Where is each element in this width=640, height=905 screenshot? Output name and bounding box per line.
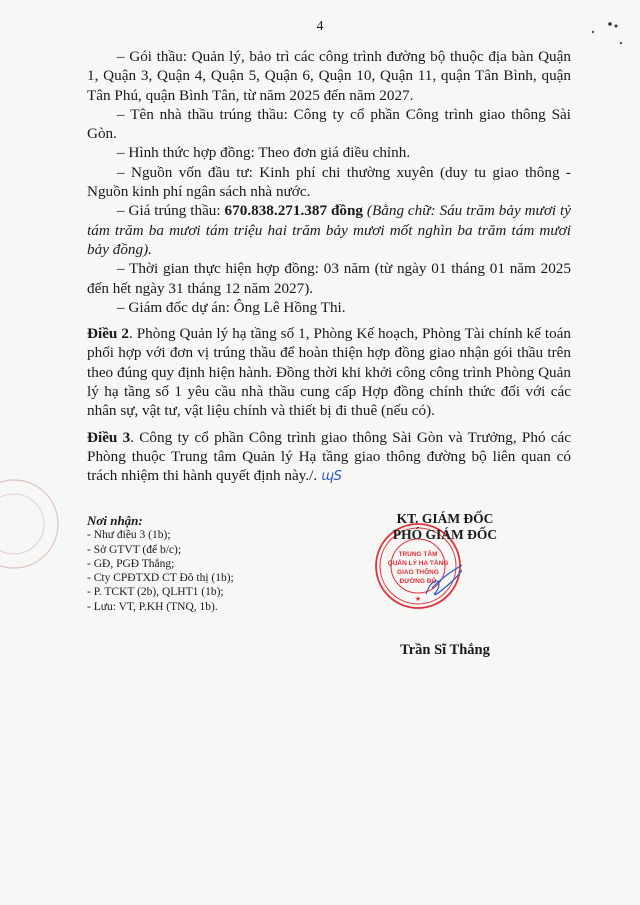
- svg-text:★: ★: [414, 595, 422, 603]
- handwritten-initial: ɰS: [320, 469, 342, 485]
- recipient-item: - Sở GTVT (để b/c);: [87, 543, 182, 556]
- bullet-package: – Gói thầu: Quản lý, bảo trì các công trình đường bộ thuộc địa bàn Quận 1, Quận 3, Quận 4, Quận 5, Quận 6, Quận 10, Quận 11, quận Tân Bình, quận Tân Phú, quận Bình Tân, từ năm 2025 đến năm 2027.: [87, 48, 571, 104]
- scan-speckles: [590, 10, 630, 50]
- faded-stamp-icon: [0, 478, 60, 570]
- recipient-item: - Lưu: VT, P.KH (TNQ, 1b).: [87, 600, 218, 613]
- bullet-contractor: – Tên nhà thầu trúng thầu: Công ty cổ phần Công trình giao thông Sài Gòn.: [87, 105, 571, 143]
- winning-price: 670.838.271.387 đồng: [224, 202, 364, 220]
- recipients-title: Nơi nhận:: [87, 513, 143, 528]
- recipients-block: [87, 514, 234, 614]
- bullet-project-director: – Giám đốc dự án: Ông Lê Hồng Thi.: [117, 298, 346, 316]
- bullet-duration: – Thời gian thực hiện hợp đồng: 03 năm (từ ngày 01 tháng 01 năm 2025 đến hết ngày 31 tháng 12 năm 2027).: [87, 260, 571, 297]
- signer-name: Trần Sĩ Thắng: [400, 642, 490, 658]
- article-3: Điều 3. Công ty cổ phần Công trình giao thông Sài Gòn và Trưởng, Phó các Phòng thuộc Trung tâm Quản lý Hạ tầng giao thông đường bộ liên quan có trách nhiệm thi hành quyết định này./. ɰS: [87, 428, 572, 485]
- bullet-funding: – Nguồn vốn đầu tư: Kinh phí chi thường xuyên (duy tu giao thông - Nguồn kinh phí ngân sách nhà nước.: [87, 163, 571, 201]
- recipient-item: - Cty CPĐTXD CT Đô thị (1b);: [87, 572, 234, 585]
- recipient-item: - P. TCKT (2b), QLHT1 (1b);: [87, 586, 224, 599]
- decision-body: [87, 47, 571, 487]
- signature-title: KT. GIÁM ĐỐC PHÓ GIÁM ĐỐC: [392, 511, 498, 542]
- svg-text:ĐƯỜNG BỘ: ĐƯỜNG BỘ: [399, 578, 437, 585]
- bullet-price: – Giá trúng thầu: 670.838.271.387 đồng (Bằng chữ: Sáu trăm bảy mươi tỷ tám trăm ba mươi tám triệu hai trăm bảy mươi mốt nghìn ba trăm tám mươi bảy đồng).: [87, 202, 572, 258]
- recipient-item: - Như điều 3 (1b);: [87, 529, 171, 542]
- svg-text:QUẢN LÝ HẠ TẦNG: QUẢN LÝ HẠ TẦNG: [387, 560, 449, 567]
- page-number: 4: [316, 19, 324, 34]
- bullet-contract-type: – Hình thức hợp đồng: Theo đơn giá điều chỉnh.: [117, 144, 411, 162]
- article-2: Điều 2. Phòng Quản lý hạ tầng số 1, Phòng Kế hoạch, Phòng Tài chính kế toán phối hợp với đơn vị trúng thầu để hoàn thiện hợp đồng giao nhận gói thầu trên theo đúng quy định hiện hành. Đồng thời khi khởi công công trình Phòng Quản lý hạ tầng số 1 yêu cầu nhà thầu cung cấp Hợp đồng chính thức đối với các nhân sự, vật tư, vật liệu chính và thiết bị đi thuê (nếu có).: [87, 325, 571, 420]
- recipient-item: - GĐ, PGĐ Thắng;: [87, 557, 175, 570]
- svg-text:TRUNG TÂM: TRUNG TÂM: [398, 551, 438, 558]
- price-in-words: (Bằng chữ: Sáu trăm bảy mươi tỷ tám trăm ba mươi tám triệu hai trăm bảy mươi mốt nghìn ba trăm tám mươi bảy đồng).: [87, 202, 572, 258]
- svg-text:GIAO THÔNG: GIAO THÔNG: [397, 569, 439, 576]
